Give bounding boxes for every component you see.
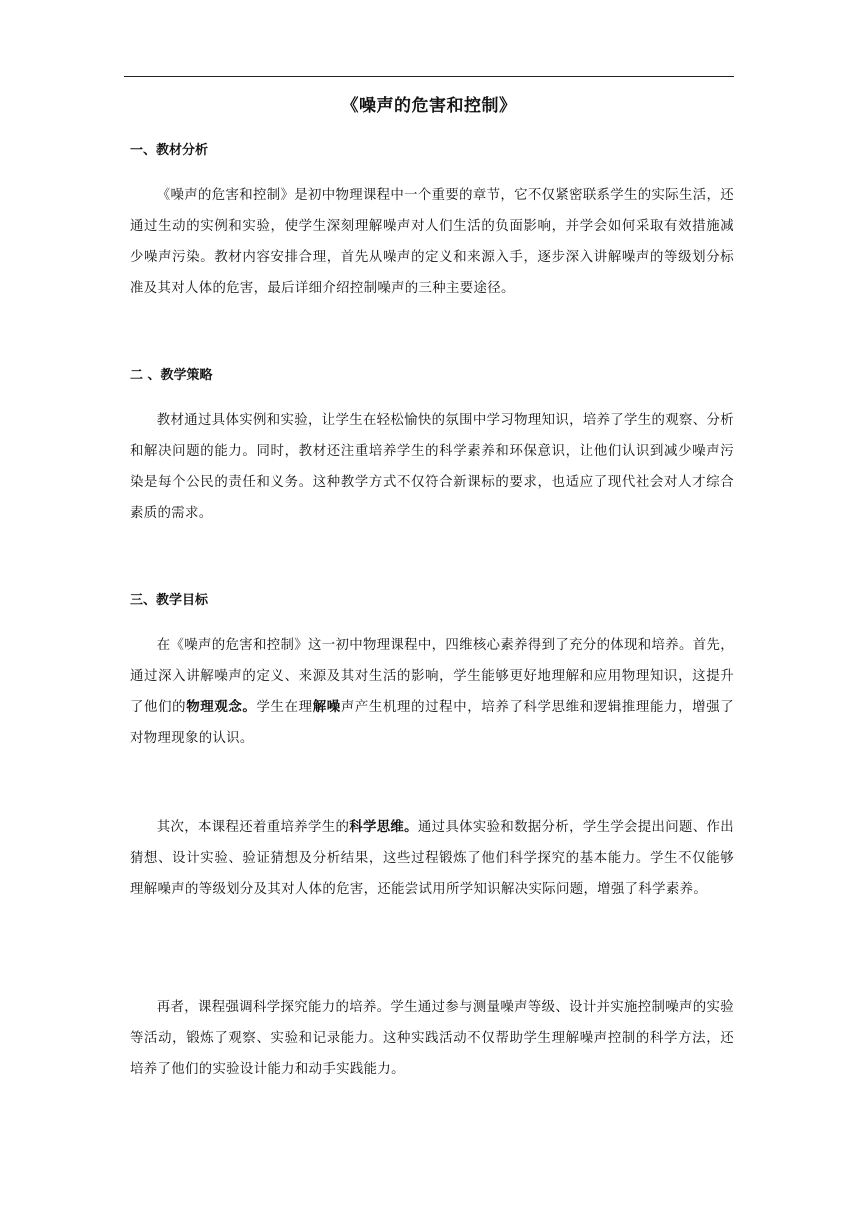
- paragraph-core-literacy: [130, 630, 734, 754]
- emphasis-term: 解噪: [312, 700, 341, 715]
- paragraph-text: 声产生机理的过程中，培养了科学思维和逻辑推理能力，增强了对物理现象的认识。: [130, 700, 734, 746]
- paragraph-text: 其次，本课程还着重培养学生的: [156, 820, 350, 835]
- emphasis-physics-concept: 物理观念。: [186, 700, 257, 715]
- section-heading-textbook-analysis: 一、教材分析: [130, 143, 209, 158]
- paragraph-scientific-thinking: [130, 812, 734, 905]
- header-rule: [124, 76, 734, 77]
- paragraph-text: 学生在理: [256, 700, 313, 715]
- emphasis-scientific-thinking: 科学思维。: [349, 820, 418, 835]
- paragraph: 《噪声的危害和控制》是初中物理课程中一个重要的章节，它不仅紧密联系学生的实际生活，还通过生动的实例和实验，使学生深刻理解噪声对人们生活的负面影响，并学会如何采取有效措施减少噪声污染。教材内容安排合理，首先从噪声的定义和来源入手，逐步深入讲解噪声的等级划分标准及其对人体的危害，最后详细介绍控制噪声的三种主要途径。: [130, 188, 734, 296]
- paragraph-scientific-inquiry: 再者，课程强调科学探究能力的培养。学生通过参与测量噪声等级、设计并实施控制噪声的实验等活动，锻炼了观察、实验和记录能力。这种实践活动不仅帮助学生理解噪声控制的科学方法，还培养了他们的实验设计能力和动手实践能力。: [130, 1000, 734, 1077]
- paragraph: 教材通过具体实例和实验，让学生在轻松愉快的氛围中学习物理知识，培养了学生的观察、分析和解决问题的能力。同时，教材还注重培养学生的科学素养和环保意识，让他们认识到减少噪声污染是每个公民的责任和义务。这种教学方式不仅符合新课标的要求，也适应了现代社会对人才综合素质的需求。: [130, 413, 734, 521]
- paragraph-text: 通过具体实验和数据分析，学生学会提出问题、作出猜想、设计实验、验证猜想及分析结果，这些过程锻炼了他们科学探究的基本能力。学生不仅能够理解噪声的等级划分及其对人体的危害，还能尝试用所学知识解决实际问题，增强了科学素养。: [130, 820, 734, 897]
- section-heading-teaching-objectives: 三、教学目标: [130, 593, 209, 608]
- section-heading-teaching-strategy: 二 、教学策略: [130, 368, 213, 383]
- paragraph-text: 在《噪声的危害和控制》这一初中物理课程中，四维核心素养得到了充分的体现和培养。首先，通过深入讲解噪声的定义、来源及其对生活的影响，学生能够更好地理解和应用物理知识，这提升了他们的: [130, 638, 734, 715]
- document-title: 《噪声的危害和控制》: [341, 96, 517, 116]
